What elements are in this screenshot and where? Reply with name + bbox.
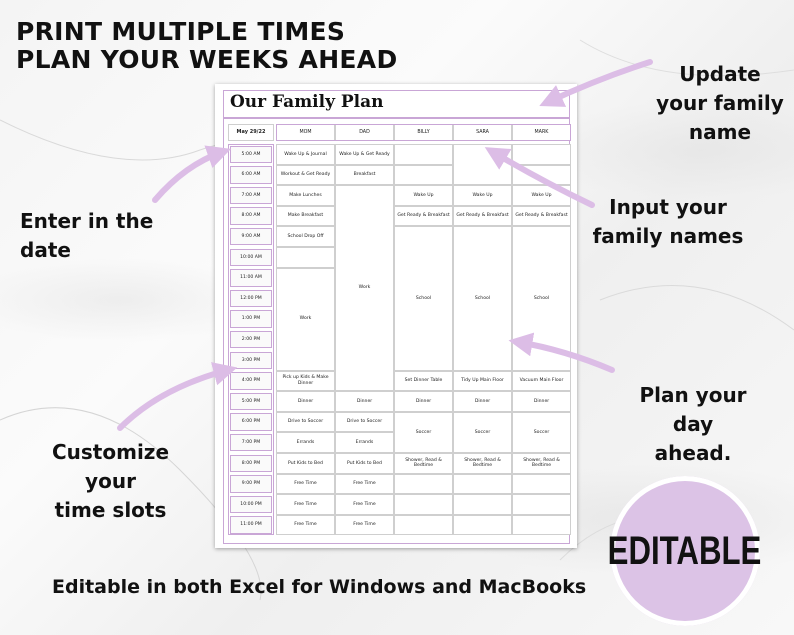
schedule-cell[interactable]: Set Dinner Table: [394, 371, 453, 392]
time-slot-cell[interactable]: 7:00 AM: [230, 187, 272, 205]
schedule-cell[interactable]: Breakfast: [335, 165, 394, 186]
schedule-cell[interactable]: Work: [276, 268, 335, 371]
time-slot-cell[interactable]: 8:00 AM: [230, 207, 272, 225]
schedule-cell[interactable]: School: [453, 226, 512, 370]
schedule-cell[interactable]: [394, 144, 453, 165]
schedule-cell[interactable]: Wake Up: [394, 185, 453, 206]
schedule-cell[interactable]: Free Time: [335, 494, 394, 515]
time-slot-cell[interactable]: 12:00 PM: [230, 290, 272, 308]
schedule-cell[interactable]: Tidy Up Main Floor: [453, 371, 512, 392]
time-slot-cell[interactable]: 6:00 AM: [230, 166, 272, 184]
schedule-cell[interactable]: Errands: [335, 432, 394, 453]
callout-family-name-line: Update: [679, 62, 761, 86]
footer-note: Editable in both Excel for Windows and MacBooks: [52, 576, 587, 598]
schedule-cell[interactable]: [512, 144, 571, 165]
schedule-cell[interactable]: Wake Up & Get Ready: [335, 144, 394, 165]
schedule-cell[interactable]: [276, 247, 335, 268]
callout-family-name-line: name: [688, 120, 752, 144]
schedule-cell[interactable]: [394, 474, 453, 495]
schedule-cell[interactable]: Make Lunches: [276, 185, 335, 206]
time-slot-cell[interactable]: 7:00 PM: [230, 434, 272, 452]
schedule-cell[interactable]: Dinner: [394, 391, 453, 412]
schedule-cell[interactable]: [453, 515, 512, 536]
schedule-cell[interactable]: Dinner: [335, 391, 394, 412]
schedule-cell[interactable]: School Drop Off: [276, 226, 335, 247]
schedule-cell[interactable]: Get Ready & Breakfast: [394, 206, 453, 227]
schedule-cell[interactable]: Free Time: [276, 474, 335, 495]
schedule-cell[interactable]: Get Ready & Breakfast: [512, 206, 571, 227]
schedule-cell[interactable]: Soccer: [394, 412, 453, 453]
time-slot-cell[interactable]: 9:00 PM: [230, 475, 272, 493]
callout-time-line: time slots: [54, 498, 167, 522]
time-slot-cell[interactable]: 5:00 AM: [230, 146, 272, 164]
schedule-cell[interactable]: [394, 165, 453, 186]
schedule-cell[interactable]: Dinner: [453, 391, 512, 412]
schedule-cell[interactable]: [512, 474, 571, 495]
time-slot-cell[interactable]: 8:00 PM: [230, 455, 272, 473]
editable-badge-label: EDITABLE: [608, 528, 762, 573]
schedule-cell[interactable]: Put Kids to Bed: [335, 453, 394, 474]
schedule-cell[interactable]: [512, 165, 571, 186]
callout-family-name-line: your family: [656, 91, 784, 115]
callout-time-line: your: [85, 469, 136, 493]
schedule-cell[interactable]: [512, 515, 571, 536]
callout-day-line: Plan your day: [639, 383, 747, 436]
schedule-cell[interactable]: School: [512, 226, 571, 370]
callout-day: [618, 381, 768, 468]
schedule-cell[interactable]: Free Time: [276, 515, 335, 536]
time-slot-cell[interactable]: 10:00 AM: [230, 249, 272, 267]
schedule-cell[interactable]: Shower, Read & Bedtime: [453, 453, 512, 474]
time-slot-cell[interactable]: 5:00 PM: [230, 393, 272, 411]
member-name-cell[interactable]: BILLY: [394, 124, 453, 141]
callout-time-slots: [38, 438, 183, 525]
callout-date: Enter in the date: [20, 209, 154, 262]
time-slot-cell[interactable]: 10:00 PM: [230, 496, 272, 514]
schedule-cell[interactable]: Make Breakfast: [276, 206, 335, 227]
schedule-cell[interactable]: [453, 474, 512, 495]
schedule-cell[interactable]: Get Ready & Breakfast: [453, 206, 512, 227]
callout-names-line: Input your: [609, 195, 727, 219]
schedule-cell[interactable]: [453, 494, 512, 515]
time-slot-cell[interactable]: 9:00 AM: [230, 228, 272, 246]
time-slot-cell[interactable]: 11:00 AM: [230, 269, 272, 287]
callout-time-line: Customize: [51, 440, 170, 464]
schedule-cell[interactable]: Dinner: [512, 391, 571, 412]
planner-title[interactable]: Our Family Plan: [230, 92, 384, 112]
schedule-cell[interactable]: Soccer: [512, 412, 571, 453]
callout-names-line: family names: [592, 224, 744, 248]
time-slot-cell[interactable]: 3:00 PM: [230, 352, 272, 370]
schedule-cell[interactable]: [453, 144, 512, 185]
planner-sheet: [215, 84, 577, 548]
member-name-cell[interactable]: MARK: [512, 124, 571, 141]
member-name-cell[interactable]: DAD: [335, 124, 394, 141]
schedule-cell[interactable]: Wake Up: [453, 185, 512, 206]
headline-line-2: PLAN YOUR WEEKS AHEAD: [16, 45, 398, 74]
time-slot-cell[interactable]: 1:00 PM: [230, 310, 272, 328]
schedule-cell[interactable]: [394, 515, 453, 536]
schedule-cell[interactable]: Free Time: [335, 515, 394, 536]
time-slot-cell[interactable]: 11:00 PM: [230, 516, 272, 534]
schedule-cell[interactable]: Soccer: [453, 412, 512, 453]
schedule-cell[interactable]: Drive to Soccer: [276, 412, 335, 433]
headline: [16, 18, 398, 74]
schedule-cell[interactable]: [394, 494, 453, 515]
schedule-cell[interactable]: Drive to Soccer: [335, 412, 394, 433]
time-slot-cell[interactable]: 4:00 PM: [230, 372, 272, 390]
schedule-cell[interactable]: School: [394, 226, 453, 370]
schedule-cell[interactable]: Free Time: [276, 494, 335, 515]
time-slot-cell[interactable]: 6:00 PM: [230, 413, 272, 431]
schedule-cell[interactable]: [512, 494, 571, 515]
schedule-cell[interactable]: Shower, Read & Bedtime: [512, 453, 571, 474]
member-name-cell[interactable]: MOM: [276, 124, 335, 141]
schedule-cell[interactable]: Shower, Read & Bedtime: [394, 453, 453, 474]
schedule-cell[interactable]: Pick up Kids & Make Dinner: [276, 371, 335, 392]
callout-family-name: [655, 60, 785, 147]
date-cell[interactable]: May 29/22: [228, 124, 274, 141]
headline-line-1: PRINT MULTIPLE TIMES: [16, 17, 346, 46]
schedule-cell[interactable]: Put Kids to Bed: [276, 453, 335, 474]
schedule-cell[interactable]: Vacuum Main Floor: [512, 371, 571, 392]
editable-badge: [610, 476, 760, 626]
schedule-cell[interactable]: Work: [335, 185, 394, 391]
callout-names: [588, 193, 748, 251]
title-divider: [223, 117, 570, 119]
schedule-cell[interactable]: Free Time: [335, 474, 394, 495]
schedule-cell[interactable]: Wake Up: [512, 185, 571, 206]
member-name-cell[interactable]: SARA: [453, 124, 512, 141]
schedule-cell[interactable]: Dinner: [276, 391, 335, 412]
schedule-cell[interactable]: Errands: [276, 432, 335, 453]
callout-day-line: ahead.: [654, 441, 732, 465]
schedule-cell[interactable]: Wake Up & Journal: [276, 144, 335, 165]
time-slot-cell[interactable]: 2:00 PM: [230, 331, 272, 349]
schedule-cell[interactable]: Workout & Get Ready: [276, 165, 335, 186]
